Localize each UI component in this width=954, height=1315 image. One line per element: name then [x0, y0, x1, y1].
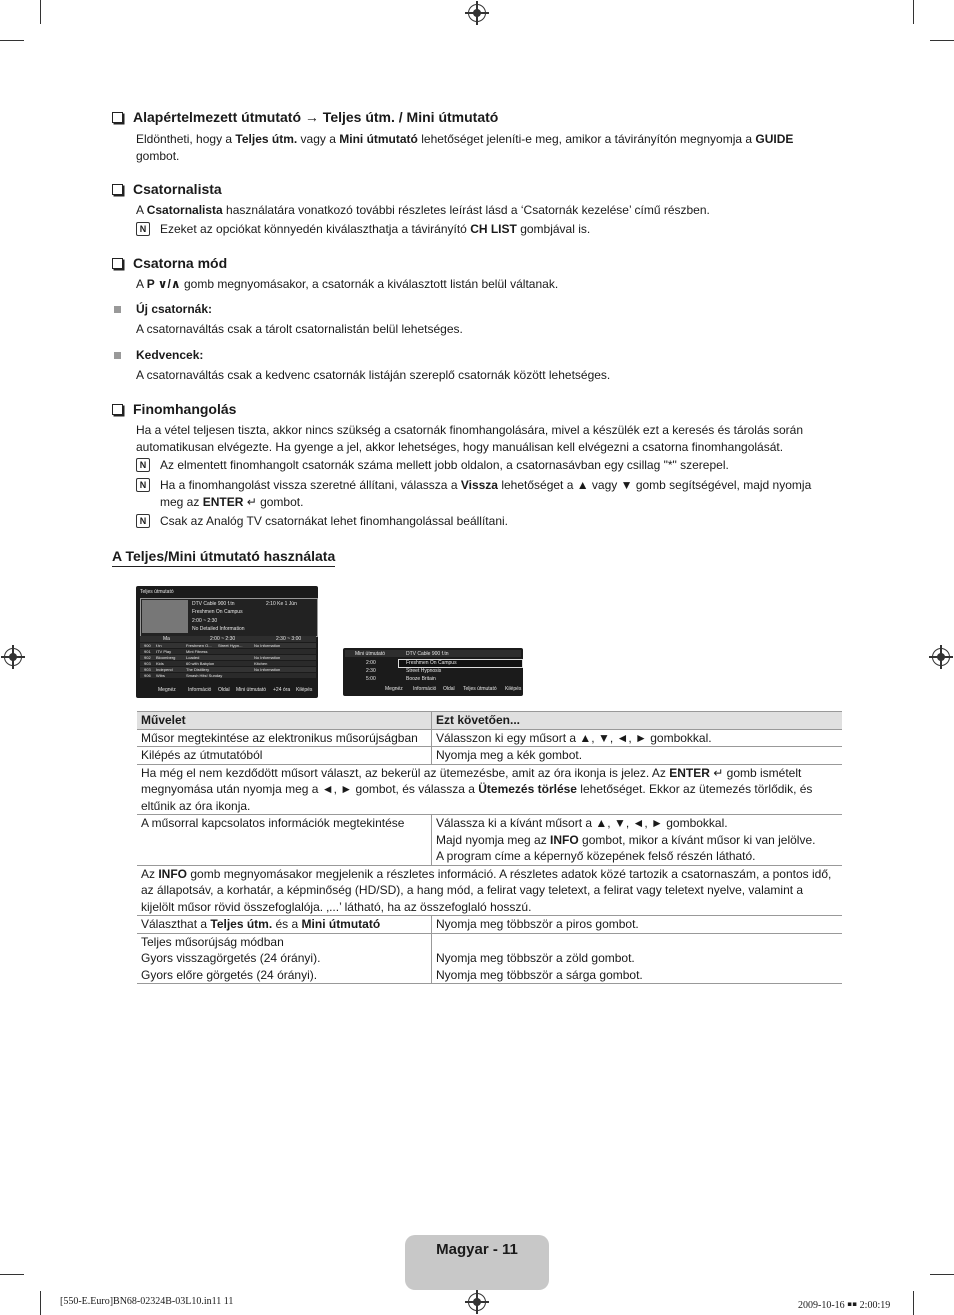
section-heading-fine-tune: Finomhangolás: [112, 401, 236, 417]
crop-mark: [40, 1291, 41, 1315]
guide-channel-row: [140, 661, 316, 666]
note-icon: N: [136, 514, 150, 528]
guide-cell: ITV Play: [156, 648, 172, 654]
registration-mark-icon: [932, 648, 950, 666]
note-icon: N: [136, 222, 150, 236]
guide-cell: Street Hypn...: [218, 642, 243, 648]
guide-cell: 903: [144, 666, 151, 672]
checkbox-bullet-icon: [112, 258, 123, 269]
mini-guide-screenshot: Mini útmutató DTV Cable 900 f.tn 2:00 Freshmen On Campus 2:30 Street Hypnosis 5:00 Booze Britain Megnéz Információ Oldal Teljes útmutató Kilépés: [343, 648, 523, 696]
table-header-row: Művelet Ezt követően...: [137, 712, 842, 730]
guide-cell: No Information: [254, 642, 281, 648]
guide-cell: Bloomberg: [156, 654, 176, 660]
guide-cell: The Distillery: [186, 666, 210, 672]
guide-cell: 902: [144, 654, 151, 660]
section-heading-channel-list: Csatornalista: [112, 181, 222, 197]
crop-mark: [913, 0, 914, 24]
registration-mark-icon: [468, 4, 486, 22]
checkbox-bullet-icon: [112, 112, 123, 123]
guide-cell: Independ: [156, 666, 173, 672]
item-title: Kedvencek:: [136, 348, 204, 362]
crop-mark: [40, 0, 41, 24]
checkbox-bullet-icon: [112, 184, 123, 195]
guide-cell: f.tn: [156, 642, 162, 648]
page-number-badge: Magyar - 11: [405, 1235, 549, 1290]
item-title: Új csatornák:: [136, 302, 213, 316]
guide-cell: 60 with Babylon: [186, 660, 215, 666]
print-info-left: [550-E.Euro]BN68-02324B-03L10.in11 11: [60, 1296, 234, 1307]
crop-mark: [913, 1291, 914, 1315]
guide-cell: 900: [144, 642, 151, 648]
crop-mark: [0, 1274, 24, 1275]
section-body: Eldöntheti, hogy a Teljes útm. vagy a Mini útmutató lehetőséget jeleníti-e meg, amikor a távirányítón megnyomja a GUIDE gombot.: [136, 132, 794, 163]
table-row: Kilépés az útmutatóból Nyomja meg a kék gombot.: [137, 747, 842, 765]
section-body: Ha a vétel teljesen tiszta, akkor nincs szükség a csatornák finomhangolására, mivel a készülék ezt a keresés és tárolás során automatikusan elvégezte. Ha gyenge a jel, akkor lehetséges, hogy manuálisan kell elvégezni a csatorna finomhangolását.: [136, 423, 803, 454]
guide-cell: No Information: [254, 654, 281, 660]
note: N Az elmentett finomhangolt csatornák száma mellett jobb oldalon, a csatornasávban egy csillag "*" szerepel.: [136, 457, 836, 474]
section-heading-default-guide: Alapértelmezett útmutató → Teljes útm. / Mini útmutató: [112, 109, 498, 125]
guide-cell: Smash Hits! Sunday: [186, 672, 223, 678]
note: N Ezeket az opciókat könnyedén kiválaszthatja a távirányító CH LIST gombjával is.: [136, 221, 836, 238]
section-body: A Csatornalista használatára vonatkozó további részletes leírást lásd a ‘Csatornák kezelése’ című részben.: [136, 203, 710, 217]
guide-cell: Freshmen O...: [186, 642, 212, 648]
action-table: [137, 711, 842, 984]
guide-cell: Wibs: [156, 672, 165, 678]
guide-cell: 906: [144, 672, 151, 678]
full-guide-screenshot: Teljes útmutató DTV Cable 900 f.tn 2:10 Ke 1 Jún Freshmen On Campus 2:00 ~ 2:30 No Detailed Information Ma 2:00 ~ 2:30 2:30 ~ 3:00 900 f.tn Freshmen O... Street Hypn... No Information 901 ITV Play Mint Fitness 902 Bloomberg Loaded No Information 903 Kids 60 with Babylon Kitchen 903 Independ The Distillery No Information 906 Wibs Smash Hits! Sunday Megnéz Információ Oldal Mini útmutató +24 óra Kilépés: [136, 586, 318, 698]
table-row: Az INFO gomb megnyomásakor megjelenik a részletes információ. A részletes adatok közé tartozik a csatornaszám, a pontos idő, az állapotsáv, a korhatár, a képminőség (HD/SD), a hang mód, a felirat vagy teletext, a felirat vagy teletext nyelve, valamint a kijelölt műsor rövid összefoglalója. ‚...’ látható, ha az összefoglaló hosszú.: [137, 865, 842, 916]
guide-cell: Kitchen: [254, 660, 268, 666]
crop-mark: [930, 40, 954, 41]
guide-channel-row: [140, 673, 316, 678]
guide-cell: Mint Fitness: [186, 648, 208, 654]
item-text: A csatornaváltás csak a kedvenc csatornák listáján szereplő csatornák között lehetséges.: [136, 368, 611, 382]
guide-cell: 903: [144, 660, 151, 666]
note-icon: N: [136, 478, 150, 492]
guide-cell: 901: [144, 648, 151, 654]
table-row: Műsor megtekintése az elektronikus műsorújságban Válasszon ki egy műsort a ▲, ▼, ◄, ► gombokkal.: [137, 729, 842, 747]
checkbox-bullet-icon: [112, 404, 123, 415]
guide-cell: No Information: [254, 666, 281, 672]
table-row: A műsorral kapcsolatos információk megtekintése Válassza ki a kívánt műsort a ▲, ▼, ◄, ► gombokkal. Majd nyomja meg az INFO gombot, mikor a kívánt műsor ki van jelölve. A program címe a képernyő közepének felső részén látható.: [137, 815, 842, 866]
registration-mark-icon: [4, 648, 22, 666]
table-row: Ha még el nem kezdődött műsort választ, az bekerül az ütemezésbe, amit az óra ikonja is jelez. Az ENTER ↵ gomb ismételt megnyomása után nyomja meg a ◄, ► gombot, és válassza a Ütemezés törlése lehetőséget. Ekkor az ütemezés törlődik, és eltűnik az óra ikonja.: [137, 764, 842, 815]
section-title-guide-usage: A Teljes/Mini útmutató használata: [112, 548, 335, 567]
note: N Csak az Analóg TV csatornákat lehet finomhangolással beállítani.: [136, 513, 836, 530]
section-heading-channel-mode: Csatorna mód: [112, 255, 227, 271]
print-info-right: 2009-10-16 ￭￭ 2:00:19: [798, 1300, 891, 1311]
preview-thumbnail: [142, 600, 188, 633]
note-icon: N: [136, 458, 150, 472]
square-bullet-icon: [114, 352, 121, 359]
item-text: A csatornaváltás csak a tárolt csatornalistán belül lehetséges.: [136, 322, 463, 336]
guide-cell: Kids: [156, 660, 164, 666]
note: N Ha a finomhangolást vissza szeretné állítani, válassza a Vissza lehetőséget a ▲ vagy ▼ gomb segítségével, majd nyomja meg az ENTER ↵ gombot.: [136, 477, 836, 510]
square-bullet-icon: [114, 306, 121, 313]
guide-cell: Loaded: [186, 654, 200, 660]
crop-mark: [0, 40, 24, 41]
crop-mark: [930, 1274, 954, 1275]
table-row: Választhat a Teljes útm. és a Mini útmutató Nyomja meg többször a piros gombot.: [137, 916, 842, 934]
table-row: Teljes műsorújság módban Gyors visszagörgetés (24 órányi). Gyors előre görgetés (24 órányi). Nyomja meg többször a zöld gombot. Nyomja meg többször a sárga gombot.: [137, 933, 842, 984]
registration-mark-icon: [468, 1293, 486, 1311]
section-body: A P ∨/∧ gomb megnyomásakor, a csatornák a kiválasztott listán belül váltanak.: [136, 277, 559, 291]
